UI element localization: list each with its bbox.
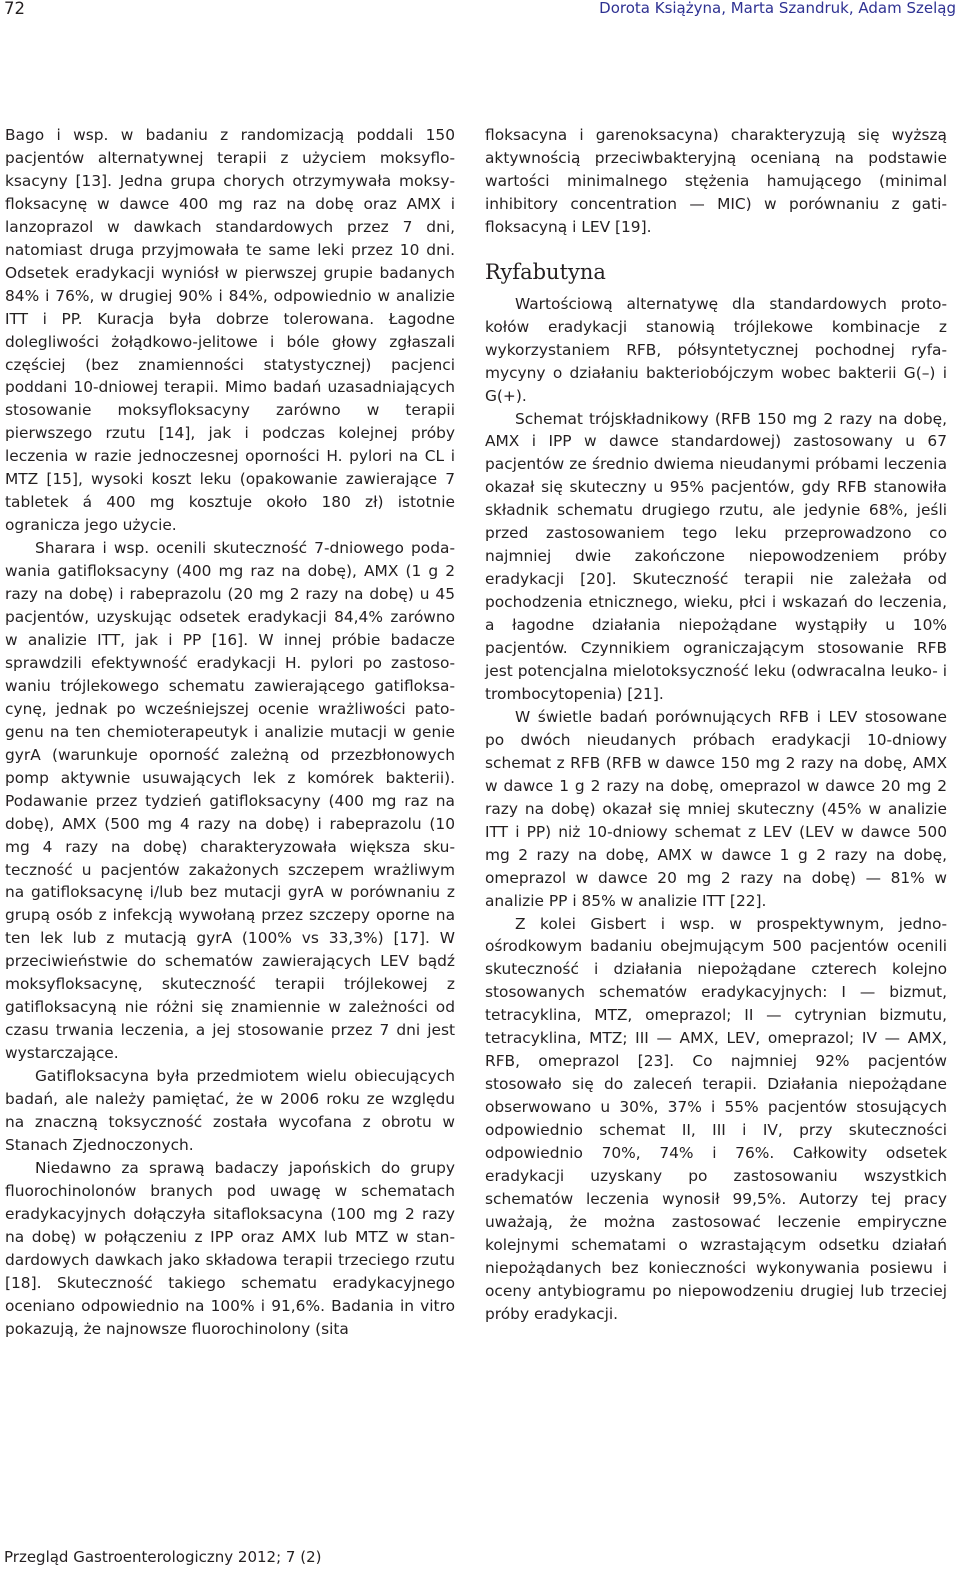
section-heading: Ryfabutyna — [485, 259, 606, 284]
page-number: 72 — [4, 0, 25, 18]
paragraph: Z kolei Gisbert i wsp. w prospektywnym, jednoośrodkowym badaniu obejmującym 500 pacjentów ocenili skuteczność i działania niepożądane czterech kolejno stosowanych schematów eradykacyjnych: I — bizmut, tetracyklina, MTZ, omeprazol; II — cytrynian bizmutu, tetracyklina, MTZ; III — AMX, LEV, omeprazol; IV — AMX, RFB, omeprazol [23]. Co najmniej 92% pacjentów stosowało się do zaleceń terapii. Działania niepożądane obserwowano u 30%, 37% i 55% pacjentów stosujących odpowiednio schemat II, III i IV, przy skuteczności odpowiednio 70%, 74% i 76%. Całkowity odsetek eradykacji uzyskany po zastosowaniu wszystkich schematów leczenia wynosił 99,5%. Autorzy tej pracy uważają, że można zastosować leczenie empiryczne kolejnymi schematami o wzrastającym odsetku działań niepożądanych bez konieczności wykonywania posiewu i oceny antybiogramu po niepowodzeniu drugiej lub trzeciej próby eradykacji. — [485, 914, 947, 1323]
paragraph: floksacyna i garenoksacyna) charakteryzują się wyższą aktywnością przeciwbakteryjną ocenianą na podstawie wartości minimalnego stężenia hamującego (minimal inhibitory concentration — MIC) w porównaniu z gatifloksacyną i LEV [19]. — [485, 126, 947, 236]
paragraph: Wartościową alternatywę dla standardowych protokołów eradykacji stanowią trójlekowe kombinacje z wykorzystaniem RFB, półsyntetycznej pochodnej ryfamycyny o działaniu bakteriobójczym wobec bakterii G(–) i G(+). — [485, 294, 947, 405]
left-column — [5, 124, 455, 1341]
page-footer — [4, 1548, 321, 1566]
journal-citation: Przegląd Gastroenterologiczny 2012; 7 (2) — [4, 1548, 322, 1566]
running-head-authors: Dorota Książyna, Marta Szandruk, Adam Szeląg — [599, 0, 956, 17]
paragraph: Sharara i wsp. ocenili skuteczność 7-dniowego podawania gatifloksacyny (400 mg raz na dobę), AMX (1 g 2 razy na dobę) i rabeprazolu (20 mg 2 razy na dobę) u 45 pacjentów, uzyskując odsetek eradykacji 84,4% zarówno w analizie ITT, jak i PP [16]. W innej próbie badacze sprawdzili efektywność eradykacji H. pylori po zastosowaniu trójlekowego schematu zawierającego gatifloksacynę, jednak po wcześniejszej ocenie wrażliwości patogenu na ten chemioterapeutyk i analizie mutacji w genie gyrA (warunkuje oporność zależną od przezbłonowych pomp aktywnie usuwających lek z komórek bakterii). Podawanie przez tydzień gatifloksacyny (400 mg raz na dobę), AMX (500 mg 4 razy na dobę) i rabeprazolu (10 mg 4 razy na dobę) charakteryzowała większa skuteczność u pacjentów zakażonych szczepem wrażliwym na gatifloksacynę i/lub bez mutacji gyrA w porównaniu z grupą osób z infekcją wywołaną przez szczepy oporne na ten lek lub z mutacją gyrA (100% vs 33,3%) [17]. W przeciwieństwie do schematów zawierających LEV bądź moksyfloksacynę, skuteczność terapii trójlekowej z gatifloksacyną nie różni się znamiennie w zależności od czasu trwania leczenia, a jej stosowanie przez 7 dni jest wystarczające. — [5, 539, 455, 1063]
paragraph: Gatifloksacyna była przedmiotem wielu obiecujących badań, ale należy pamiętać, że w 2006 roku ze względu na znaczną toksyczność została wycofana z obrotu w Stanach Zjednoczonych. — [5, 1067, 455, 1154]
paragraph: Bago i wsp. w badaniu z randomizacją poddali 150 pacjentów alternatywnej terapii z użyciem moksyfloksacyny [13]. Jedna grupa chorych otrzymywała moksyfloksacynę w dawce 400 mg raz na dobę oraz AMX i lanzoprazol w dawkach standardowych przez 7 dni, natomiast druga przyjmowała te same leki przez 10 dni. Odsetek eradykacji wyniósł w pierwszej grupie badanych 84% i 76%, w drugiej 90% i 84%, odpowiednio w analizie ITT i PP. Kuracja była dobrze tolerowana. Łagodne dolegliwości żołądkowo-jelitowe i bóle głowy zgłaszali częściej (bez znamienności statystycznej) pacjenci poddani 10-dniowej terapii. Mimo badań uzasadniających stosowanie moksyfloksacyny zarówno w terapii pierwszego rzutu [14], jak i podczas kolejnej próby leczenia w razie jednoczesnej oporności H. pylori na CL i MTZ [15], wysoki koszt leku (opakowanie zawierające 7 tabletek á 400 mg kosztuje około 180 zł) istotnie ogranicza jego użycie. — [5, 126, 455, 535]
right-column — [485, 124, 947, 1326]
paragraph: W świetle badań porównujących RFB i LEV stosowane po dwóch nieudanych próbach eradykacji 10-dniowy schemat z RFB (RFB w dawce 150 mg 2 razy na dobę, AMX w dawce 1 g 2 razy na dobę, omeprazol w dawce 20 mg 2 razy na dobę) okazał się mniej skuteczny (45% w analizie ITT i PP) niż 10-dniowy schemat z LEV (LEV w dawce 500 mg 2 razy na dobę, AMX w dawce 1 g 2 razy na dobę, omeprazol w dawce 20 mg 2 razy na dobę) — 81% w analizie PP i 85% w analizie ITT [22]. — [485, 707, 947, 910]
paragraph: Schemat trójskładnikowy (RFB 150 mg 2 razy na dobę, AMX i IPP w dawce standardowej) zastosowany u 67 pacjentów ze średnio dwiema nieudanymi próbami leczenia okazał się skuteczny u 95% pacjentów, gdy RFB stanowiła składnik schematu drugiego rzutu, ale jedynie 68%, jeśli przed zastosowaniem tego leku przeprowadzono co najmniej dwie zakończone niepowodzeniem próby eradykacji [20]. Skuteczność terapii nie zależała od pochodzenia etnicznego, wieku, płci i wskazań do leczenia, a łagodne działania niepożądane wystąpiły u 10% pacjentów. Czynnikiem ograniczającym stosowanie RFB jest potencjalna mielotoksyczność leku (odwracalna leuko- i trombocytopenia) [21]. — [485, 409, 947, 703]
page-header — [0, 0, 960, 22]
paragraph: Niedawno za sprawą badaczy japońskich do grupy fluorochinolonów branych pod uwagę w schematach eradykacyjnych dołączyła sitafloksacyna (100 mg 2 razy na dobę) w połączeniu z IPP oraz AMX lub MTZ w standardowych dawkach jako składowa terapii trzeciego rzutu [18]. Skuteczność takiego schematu eradykacyjnego oceniano odpowiednio na 100% i 91,6%. Badania in vitro pokazują, że najnowsze fluorochinolony (sita — [5, 1158, 455, 1338]
